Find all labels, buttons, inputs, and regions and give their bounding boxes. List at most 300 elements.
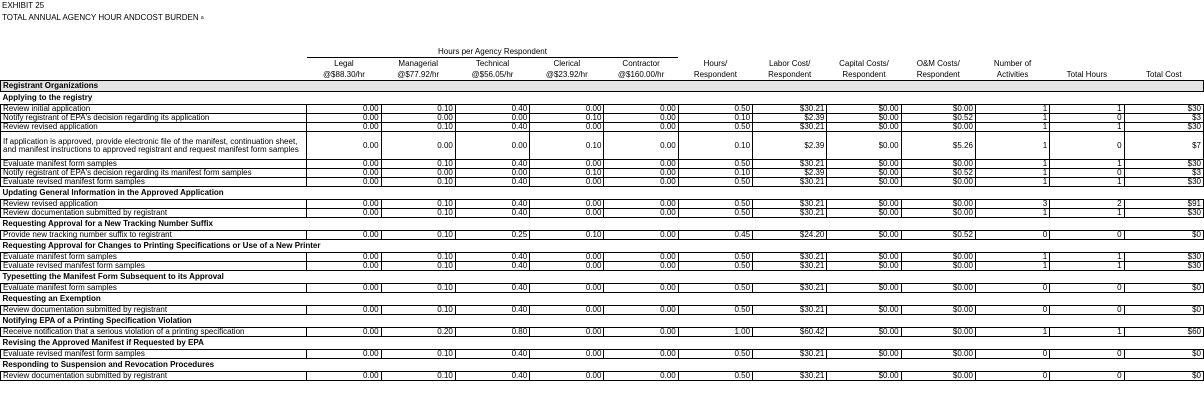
value-cell: 0.00	[307, 123, 381, 132]
blank-cell	[678, 46, 752, 58]
value-cell: 0.50	[678, 160, 752, 169]
value-cell: 1	[975, 114, 1049, 123]
value-cell: $30.21	[753, 372, 827, 381]
value-cell: $0.00	[901, 105, 975, 114]
column-header: Hours/	[703, 59, 728, 68]
value-cell: 0.00	[455, 132, 529, 160]
value-cell: 0	[975, 350, 1049, 359]
table-row	[1, 209, 1204, 218]
value-cell: $0.00	[827, 231, 901, 240]
value-cell: $0.00	[901, 372, 975, 381]
value-cell: 0.00	[455, 169, 529, 178]
value-cell: $5.26	[901, 132, 975, 160]
value-cell: 1	[1050, 253, 1124, 262]
value-cell: 0.50	[678, 209, 752, 218]
value-cell: 0.40	[455, 160, 529, 169]
table-title-text: TOTAL ANNUAL AGENCY HOUR ANDCOST BURDEN	[2, 13, 199, 22]
value-cell: 0.20	[381, 328, 455, 337]
value-cell: 0.00	[530, 105, 604, 114]
value-cell: 0.10	[381, 123, 455, 132]
value-cell: $0	[1124, 350, 1203, 359]
blank-cell	[1, 58, 307, 70]
subsection-title: Responding to Suspension and Revocation Procedures	[2, 360, 215, 369]
value-cell: $0.00	[901, 178, 975, 187]
value-cell: $30.21	[753, 178, 827, 187]
value-cell: 0	[975, 284, 1049, 293]
value-cell: $0.00	[901, 200, 975, 209]
subsection-row	[1, 337, 1204, 350]
value-cell: $30.21	[753, 209, 827, 218]
title-footnote-marker: a	[200, 15, 204, 21]
table-row	[1, 200, 1204, 209]
value-cell: $91	[1124, 200, 1203, 209]
value-cell: 0.00	[307, 178, 381, 187]
value-cell: 0.10	[678, 132, 752, 160]
value-cell: $60	[1124, 328, 1203, 337]
value-cell: $0.00	[827, 328, 901, 337]
value-cell: 0.00	[307, 284, 381, 293]
subsection-title: Revising the Approved Manifest if Requested by EPA	[2, 338, 204, 347]
value-cell: 0.00	[307, 209, 381, 218]
value-cell: 1.00	[678, 328, 752, 337]
value-cell: 0.00	[307, 253, 381, 262]
value-cell: 0.50	[678, 306, 752, 315]
value-cell: 0.00	[604, 209, 678, 218]
group-header-row	[1, 46, 1204, 58]
subsection-title: Updating General Information in the Approved Application	[2, 188, 224, 197]
value-cell: 0.00	[307, 306, 381, 315]
value-cell: 2	[1050, 200, 1124, 209]
value-cell: $30.21	[753, 306, 827, 315]
subsection-title: Notifying EPA of a Printing Specification Violation	[2, 316, 192, 325]
value-cell: 1	[975, 160, 1049, 169]
subsection-row	[1, 218, 1204, 231]
value-cell: $0.00	[827, 253, 901, 262]
value-cell: 0.10	[381, 284, 455, 293]
exhibit-label: EXHIBIT 25	[2, 1, 45, 10]
activity-label: Notify registrant of EPA's decision regarding its application	[1, 114, 307, 123]
value-cell: 0	[1050, 231, 1124, 240]
value-cell: $0.00	[901, 328, 975, 337]
value-cell: 0.00	[530, 350, 604, 359]
value-cell: 0	[1050, 132, 1124, 160]
value-cell: 0.40	[455, 372, 529, 381]
value-cell: 0.00	[604, 284, 678, 293]
activity-label: Review documentation submitted by registrant	[1, 372, 307, 381]
value-cell: $0.00	[901, 306, 975, 315]
value-cell: $0.00	[827, 178, 901, 187]
group-header: Hours per Agency Respondent	[307, 46, 678, 58]
value-cell: 1	[975, 253, 1049, 262]
value-cell: 0.00	[307, 114, 381, 123]
activity-label: If application is approved, provide electronic file of the manifest, continuation sheet, and manifest instructions to approved registrant and request manifest form samples	[1, 132, 307, 160]
column-header: Managerial	[398, 59, 438, 68]
column-header: Total Hours	[1066, 70, 1108, 79]
value-cell: 0.00	[604, 114, 678, 123]
value-cell: 0.50	[678, 105, 752, 114]
value-cell: 0.00	[604, 105, 678, 114]
column-header: Respondent	[842, 70, 886, 79]
value-cell: $30.21	[753, 105, 827, 114]
value-cell: $30.21	[753, 262, 827, 271]
value-cell: 0.00	[530, 253, 604, 262]
value-cell: $24.20	[753, 231, 827, 240]
subsection-title: Requesting an Exemption	[2, 294, 101, 303]
value-cell: 0.80	[455, 328, 529, 337]
value-cell: 0.00	[307, 231, 381, 240]
section-title: Registrant Organizations	[1, 81, 1204, 92]
value-cell: 0.00	[530, 200, 604, 209]
table-row	[1, 372, 1204, 381]
value-cell: 0.40	[455, 105, 529, 114]
value-cell: $30	[1124, 262, 1203, 271]
value-cell: $0.00	[827, 350, 901, 359]
value-cell: 1	[1050, 209, 1124, 218]
subsection-title: Requesting Approval for Changes to Printing Specifications or Use of a New Printer	[2, 241, 321, 250]
value-cell: 0.40	[455, 306, 529, 315]
value-cell: $30	[1124, 209, 1203, 218]
value-cell: 1	[1050, 105, 1124, 114]
blank-cell	[1050, 46, 1124, 58]
value-cell: 0.10	[381, 209, 455, 218]
value-cell: $30	[1124, 123, 1203, 132]
activity-label: Review revised application	[1, 123, 307, 132]
value-cell: $2.39	[753, 169, 827, 178]
activity-label: Evaluate manifest form samples	[1, 284, 307, 293]
value-cell: 0.10	[530, 231, 604, 240]
value-cell: 0.45	[678, 231, 752, 240]
column-header: Respondent	[693, 70, 737, 79]
blank-cell	[1124, 46, 1203, 58]
value-cell: $0.00	[827, 372, 901, 381]
value-cell: 1	[1050, 160, 1124, 169]
value-cell: $0	[1124, 306, 1203, 315]
value-cell: 0	[975, 231, 1049, 240]
value-cell: 0.40	[455, 262, 529, 271]
value-cell: 0.50	[678, 178, 752, 187]
value-cell: $30.21	[753, 350, 827, 359]
value-cell: 0	[1050, 169, 1124, 178]
subsection-row	[1, 293, 1204, 306]
value-cell: $2.39	[753, 132, 827, 160]
value-cell: 0	[975, 372, 1049, 381]
blank-cell	[1, 46, 307, 58]
value-cell: 0.00	[307, 262, 381, 271]
table-row	[1, 160, 1204, 169]
value-cell: 0.00	[530, 178, 604, 187]
value-cell: 1	[975, 262, 1049, 271]
value-cell: $0.00	[901, 160, 975, 169]
value-cell: 1	[1050, 123, 1124, 132]
value-cell: $0.00	[827, 262, 901, 271]
value-cell: $0.00	[901, 284, 975, 293]
value-cell: $30	[1124, 253, 1203, 262]
activity-label: Evaluate revised manifest form samples	[1, 350, 307, 359]
burden-table	[0, 46, 1204, 381]
value-cell: 0.00	[604, 306, 678, 315]
activity-label: Evaluate revised manifest form samples	[1, 178, 307, 187]
table-row	[1, 231, 1204, 240]
column-header: @$160.00/hr	[617, 70, 665, 79]
column-header: @$23.92/hr	[545, 70, 588, 79]
blank-cell	[753, 46, 827, 58]
subsection-row	[1, 92, 1204, 105]
value-cell: 0	[1050, 284, 1124, 293]
value-cell: 0.00	[381, 114, 455, 123]
value-cell: 0.50	[678, 262, 752, 271]
value-cell: 0.00	[455, 114, 529, 123]
value-cell: 0.00	[530, 284, 604, 293]
value-cell: 0.00	[604, 253, 678, 262]
value-cell: 0.10	[381, 200, 455, 209]
activity-label: Evaluate revised manifest form samples	[1, 262, 307, 271]
value-cell: 0.00	[604, 262, 678, 271]
value-cell: 0.40	[455, 350, 529, 359]
value-cell: 0.50	[678, 123, 752, 132]
value-cell: 0.00	[530, 160, 604, 169]
activity-label: Review documentation submitted by registrant	[1, 209, 307, 218]
value-cell: 0.00	[307, 169, 381, 178]
column-header: Clerical	[553, 59, 581, 68]
column-header: Activities	[996, 70, 1029, 79]
value-cell: 0.10	[381, 306, 455, 315]
value-cell: $0.00	[827, 114, 901, 123]
value-cell: 0.40	[455, 209, 529, 218]
value-cell: $2.39	[753, 114, 827, 123]
subsection-row	[1, 359, 1204, 372]
value-cell: 0.00	[307, 160, 381, 169]
value-cell: 1	[975, 209, 1049, 218]
value-cell: $0.00	[827, 200, 901, 209]
value-cell: 3	[975, 200, 1049, 209]
value-cell: 0.00	[604, 169, 678, 178]
value-cell: 0.00	[530, 262, 604, 271]
value-cell: $30.21	[753, 253, 827, 262]
column-header: Number of	[993, 59, 1032, 68]
value-cell: 0.10	[381, 105, 455, 114]
column-header: Contractor	[622, 59, 660, 68]
value-cell: 0.10	[381, 372, 455, 381]
table-row	[1, 262, 1204, 271]
value-cell: 0.10	[381, 253, 455, 262]
value-cell: $0	[1124, 284, 1203, 293]
column-header: Respondent	[768, 70, 812, 79]
value-cell: 0.25	[455, 231, 529, 240]
value-cell: 0	[1050, 114, 1124, 123]
value-cell: $0.00	[827, 123, 901, 132]
subsection-row	[1, 315, 1204, 328]
value-cell: 0.00	[530, 306, 604, 315]
value-cell: $0.00	[827, 160, 901, 169]
value-cell: 0	[975, 306, 1049, 315]
value-cell: 0.00	[381, 169, 455, 178]
value-cell: 0.40	[455, 253, 529, 262]
column-header: Labor Cost/	[769, 59, 811, 68]
value-cell: 0.00	[307, 200, 381, 209]
value-cell: 0.00	[604, 160, 678, 169]
value-cell: $0.00	[827, 209, 901, 218]
value-cell: 0.10	[381, 262, 455, 271]
table-row	[1, 169, 1204, 178]
value-cell: 0.00	[307, 350, 381, 359]
value-cell: 0.10	[678, 169, 752, 178]
value-cell: 0.10	[381, 178, 455, 187]
blank-cell	[975, 46, 1049, 58]
blank-cell	[901, 46, 975, 58]
column-header: Capital Costs/	[839, 59, 889, 68]
value-cell: $0.00	[827, 169, 901, 178]
value-cell: $0.00	[901, 350, 975, 359]
column-header: Respondent	[916, 70, 960, 79]
activity-label: Review documentation submitted by registrant	[1, 306, 307, 315]
value-cell: 0.10	[530, 114, 604, 123]
value-cell: 0.00	[604, 123, 678, 132]
subsection-title: Typesetting the Manifest Form Subsequent to its Approval	[2, 272, 224, 281]
table-row	[1, 284, 1204, 293]
value-cell: $0.00	[827, 105, 901, 114]
value-cell: 0.00	[604, 178, 678, 187]
value-cell: 0.40	[455, 284, 529, 293]
value-cell: $30	[1124, 105, 1203, 114]
value-cell: $30.21	[753, 284, 827, 293]
value-cell: $0.52	[901, 114, 975, 123]
value-cell: 0.10	[381, 160, 455, 169]
table-title	[2, 13, 204, 23]
activity-label: Evaluate manifest form samples	[1, 253, 307, 262]
value-cell: 0.00	[604, 350, 678, 359]
blank-cell	[827, 46, 901, 58]
table-row	[1, 328, 1204, 337]
column-header: @$77.92/hr	[397, 70, 440, 79]
value-cell: $3	[1124, 169, 1203, 178]
value-cell: $0.00	[901, 262, 975, 271]
value-cell: 0.10	[530, 132, 604, 160]
value-cell: 1	[975, 132, 1049, 160]
value-cell: 0.50	[678, 253, 752, 262]
value-cell: $0.00	[827, 306, 901, 315]
value-cell: 0.40	[455, 123, 529, 132]
section-row	[1, 81, 1204, 92]
value-cell: 0.00	[530, 372, 604, 381]
activity-label: Notify registrant of EPA's decision regarding its manifest form samples	[1, 169, 307, 178]
value-cell: 0.50	[678, 200, 752, 209]
value-cell: 0.00	[604, 372, 678, 381]
blank-cell	[1, 69, 307, 81]
value-cell: $0.00	[901, 123, 975, 132]
table-row	[1, 105, 1204, 114]
subsection-title: Requesting Approval for a New Tracking Number Suffix	[2, 219, 213, 228]
table-row	[1, 114, 1204, 123]
value-cell: 0.00	[604, 328, 678, 337]
subsection-row	[1, 187, 1204, 200]
value-cell: $30.21	[753, 200, 827, 209]
table-row	[1, 306, 1204, 315]
column-header: Legal	[334, 59, 354, 68]
value-cell: $7	[1124, 132, 1203, 160]
value-cell: $30	[1124, 160, 1203, 169]
value-cell: 1	[975, 123, 1049, 132]
value-cell: 1	[1050, 178, 1124, 187]
value-cell: 1	[975, 328, 1049, 337]
value-cell: $0	[1124, 231, 1203, 240]
table-row	[1, 132, 1204, 160]
value-cell: $30.21	[753, 123, 827, 132]
activity-label: Receive notification that a serious violation of a printing specification	[1, 328, 307, 337]
column-header	[1050, 58, 1124, 70]
value-cell: $60.42	[753, 328, 827, 337]
value-cell: 0.00	[530, 328, 604, 337]
value-cell: 0.00	[604, 132, 678, 160]
table-row	[1, 123, 1204, 132]
value-cell: 0.40	[455, 178, 529, 187]
table-body	[1, 46, 1204, 381]
column-header: Technical	[475, 59, 510, 68]
value-cell: 0.40	[455, 200, 529, 209]
subsection-title: Applying to the registry	[2, 93, 93, 102]
column-header-row	[1, 58, 1204, 70]
value-cell: 0.50	[678, 284, 752, 293]
value-cell: $0.52	[901, 169, 975, 178]
subsection-row	[1, 271, 1204, 284]
value-cell: 0.00	[530, 209, 604, 218]
value-cell: 0	[1050, 306, 1124, 315]
column-header: Total Cost	[1145, 70, 1182, 79]
table-row	[1, 350, 1204, 359]
value-cell: 0.10	[381, 231, 455, 240]
value-cell: 0.50	[678, 372, 752, 381]
value-cell: $0.00	[901, 253, 975, 262]
value-cell: $0.00	[901, 209, 975, 218]
value-cell: 1	[1050, 328, 1124, 337]
value-cell: 0.00	[604, 231, 678, 240]
value-cell: 0.00	[381, 132, 455, 160]
value-cell: 0.00	[307, 372, 381, 381]
value-cell: 0	[1050, 350, 1124, 359]
column-header	[1124, 58, 1203, 70]
value-cell: 1	[975, 105, 1049, 114]
value-cell: 0.00	[307, 132, 381, 160]
value-cell: 1	[1050, 262, 1124, 271]
column-header-row	[1, 69, 1204, 81]
subsection-row	[1, 240, 1204, 253]
value-cell: $0.00	[827, 284, 901, 293]
value-cell: 0.10	[381, 350, 455, 359]
value-cell: 0.00	[307, 328, 381, 337]
column-header: O&M Costs/	[916, 59, 960, 68]
value-cell: 0.10	[530, 169, 604, 178]
value-cell: $30.21	[753, 160, 827, 169]
value-cell: 0.10	[678, 114, 752, 123]
value-cell: $30	[1124, 178, 1203, 187]
activity-label: Review revised application	[1, 200, 307, 209]
column-header: @$56.05/hr	[471, 70, 514, 79]
value-cell: 0	[1050, 372, 1124, 381]
value-cell: $0.52	[901, 231, 975, 240]
activity-label: Provide new tracking number suffix to registrant	[1, 231, 307, 240]
table-row	[1, 253, 1204, 262]
activity-label: Evaluate manifest form samples	[1, 160, 307, 169]
value-cell: $0.00	[827, 132, 901, 160]
column-header: @$88.30/hr	[322, 70, 365, 79]
value-cell: 0.50	[678, 350, 752, 359]
value-cell: 1	[975, 178, 1049, 187]
value-cell: 0.00	[530, 123, 604, 132]
value-cell: 0.00	[307, 105, 381, 114]
value-cell: 0.00	[604, 200, 678, 209]
table-row	[1, 178, 1204, 187]
value-cell: 1	[975, 169, 1049, 178]
value-cell: $3	[1124, 114, 1203, 123]
